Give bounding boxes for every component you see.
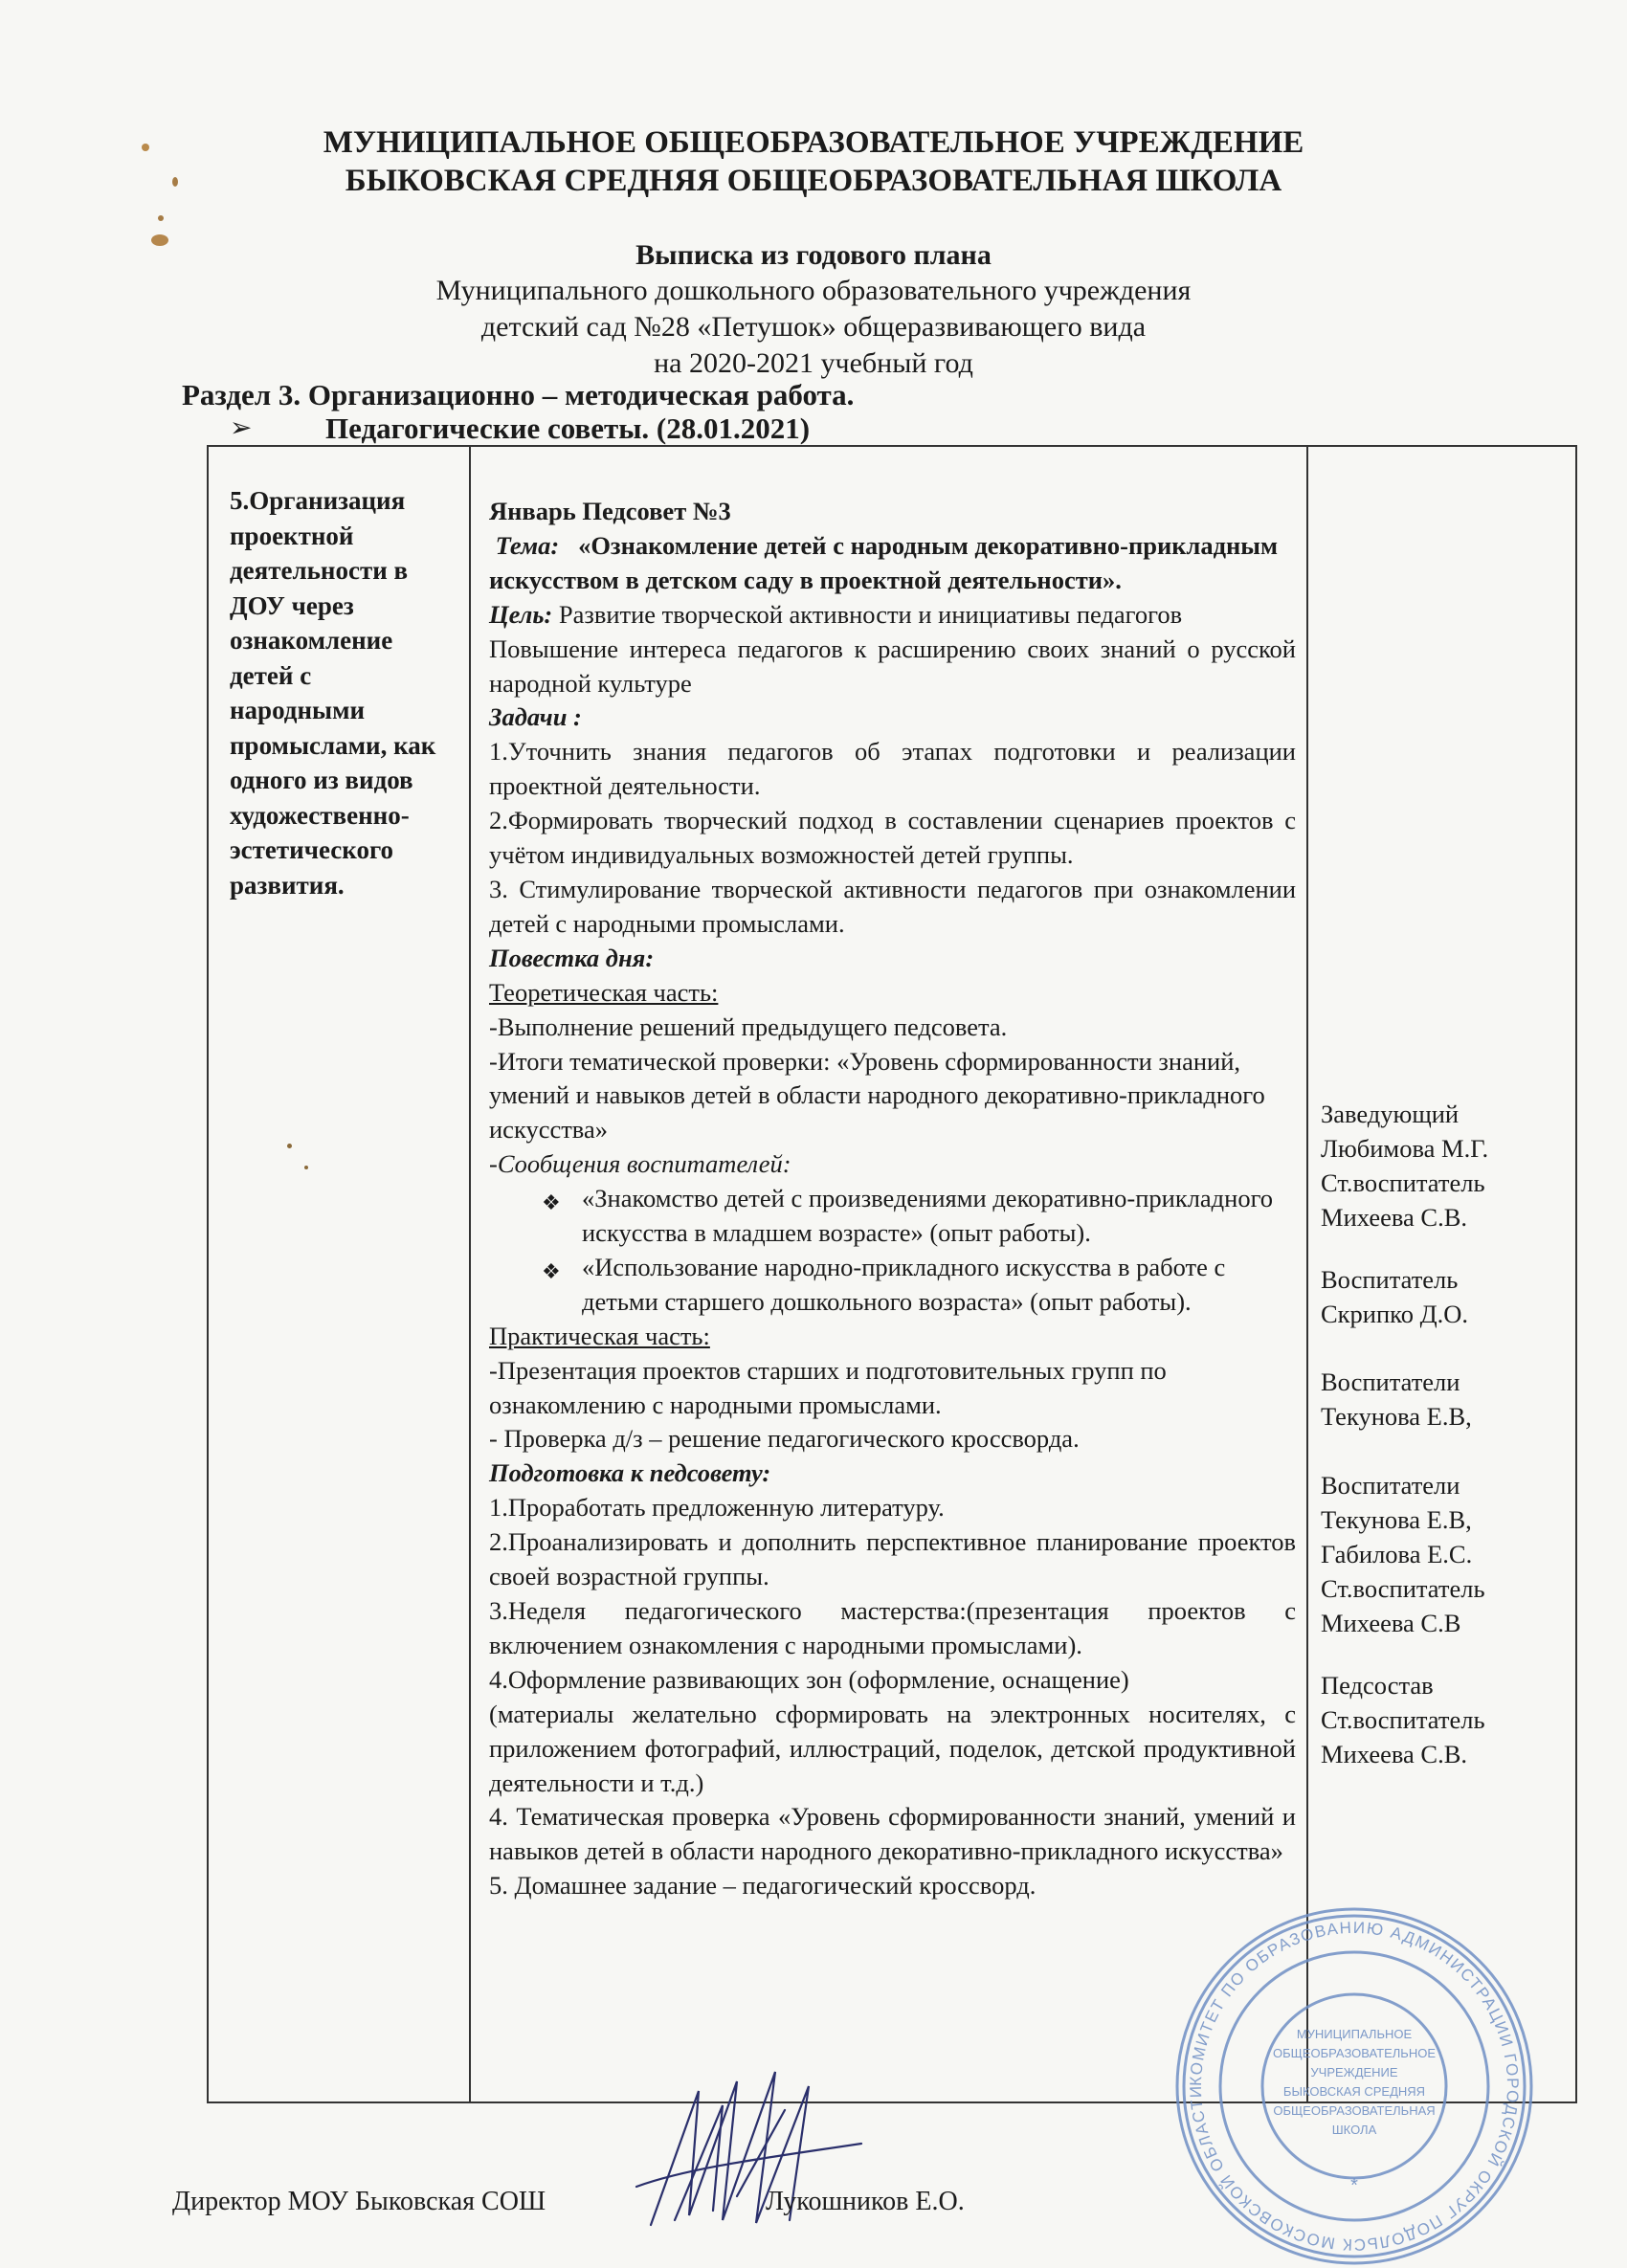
content-cell <box>489 495 1296 1903</box>
responsible-line: Михеева С.В. <box>1321 1739 1468 1768</box>
responsible-line: Текунова Е.В, <box>1321 1401 1472 1431</box>
svg-text:МУНИЦИПАЛЬНОЕ: МУНИЦИПАЛЬНОЕ <box>1296 2027 1413 2041</box>
theme-paragraph <box>489 529 1296 598</box>
topic-line: промыслами, как <box>230 730 436 760</box>
org-line1: Муниципального дошкольного образовательного учреждения <box>435 275 1192 306</box>
message-2: «Использование народно-прикладного искусства в работе с детьми старшего дошкольного возраста» (опыт работы). <box>582 1252 1226 1316</box>
prep-item-5: 4. Тематическая проверка «Уровень сформированности знаний, умений и навыков детей в области народного декоративно-прикладного искусства» <box>489 1802 1296 1866</box>
responsible-line: Педсостав <box>1321 1671 1434 1700</box>
goal-text: Развитие творческой активности и инициативы педагогов <box>558 599 1183 629</box>
list-item <box>542 1182 1296 1251</box>
svg-text:БЫКОВСКАЯ СРЕДНЯЯ: БЫКОВСКАЯ СРЕДНЯЯ <box>1282 2084 1426 2099</box>
messages-list <box>489 1182 1296 1320</box>
list-item <box>542 1251 1296 1320</box>
goal-label: Цель: <box>489 599 553 629</box>
section-subtitle: Педагогические советы. (28.01.2021) <box>325 411 811 445</box>
responsible-line: Ст.воспитатель <box>1321 1573 1485 1603</box>
practice-item-1: -Презентация проектов старших и подготовительных групп по ознакомлению с народными промыслами. <box>489 1355 1167 1419</box>
director-name: Лукошников Е.О. <box>766 2187 965 2216</box>
diamond-bullet-icon: ❖ <box>542 1190 561 1215</box>
responsible-line: Воспитатели <box>1321 1471 1460 1500</box>
stamp-outer-text: КОМИТЕТ ПО ОБРАЗОВАНИЮ АДМИНИСТРАЦИИ ГОРОДСКОЙ ОКРУГ ПОДОЛЬСК МОСКОВСКОЙ ОБЛАСТИ <box>1186 1918 1523 2255</box>
responsible-block <box>1321 1263 1560 1332</box>
director-position: Директор МОУ Быковская СОШ <box>172 2187 546 2216</box>
responsible-line: Ст.воспитатель <box>1321 1167 1485 1197</box>
prep-item-1: 1.Проработать предложенную литературу. <box>489 1493 945 1523</box>
responsible-block <box>1321 1098 1560 1235</box>
extract-title: Выписка из годового плана <box>635 239 992 271</box>
message-1: «Знакомство детей с произведениями декоративно-прикладного искусства в младшем возрасте» (опыт работы). <box>582 1184 1274 1248</box>
topic-line: одного из видов <box>230 766 413 794</box>
topic-line: деятельности в <box>230 556 409 585</box>
practice-item-2: - Проверка д/з – решение педагогического кроссворда. <box>489 1424 1080 1454</box>
table-column-divider <box>469 445 471 2103</box>
section-title: Раздел 3. Организационно – методическая работа. <box>182 378 855 411</box>
task-1: 1.Уточнить знания педагогов об этапах подготовки и реализации проектной деятельности. <box>489 737 1296 801</box>
theory-label: Теоретическая часть: <box>489 977 719 1007</box>
responsible-line: Ст.воспитатель <box>1321 1704 1485 1734</box>
tasks-label: Задачи : <box>489 702 582 732</box>
responsible-block <box>1321 1669 1560 1772</box>
practice-label: Практическая часть: <box>489 1321 710 1350</box>
prep-item-4: 4.Оформление развивающих зон (оформление, оснащение) <box>489 1664 1129 1694</box>
topic-line: народными <box>230 696 366 724</box>
topic-line: ДОУ через <box>230 590 354 620</box>
responsible-line: Михеева С.В. <box>1321 1202 1468 1232</box>
official-stamp <box>1172 1904 1536 2268</box>
messages-label: -Сообщения воспитателей: <box>489 1149 791 1179</box>
svg-text:УЧРЕЖДЕНИЕ: УЧРЕЖДЕНИЕ <box>1310 2065 1398 2079</box>
responsible-line: Габилова Е.С. <box>1321 1539 1473 1568</box>
diamond-bullet-icon: ❖ <box>542 1258 561 1283</box>
responsible-line: Скрипко Д.О. <box>1321 1299 1469 1328</box>
theory-item-2: -Итоги тематической проверки: «Уровень сформированности знаний, умений и навыков детей в области народного декоративно-прикладного искусства» <box>489 1046 1265 1145</box>
prep-item-3: 3.Неделя педагогического мастерства:(презентация проектов с включением ознакомления с народными промыслами). <box>489 1596 1296 1659</box>
topic-line: 5.Организация <box>230 486 406 515</box>
topic-line: эстетического <box>230 835 394 864</box>
table-column-divider <box>1306 445 1308 2103</box>
school-name-line1: МУНИЦИПАЛЬНОЕ ОБЩЕОБРАЗОВАТЕЛЬНОЕ УЧРЕЖДЕНИЕ <box>323 125 1304 160</box>
responsible-line: Михеева С.В <box>1321 1608 1461 1637</box>
responsible-line: Воспитатель <box>1321 1265 1459 1294</box>
prep-item-6: 5. Домашнее задание – педагогический кроссворд. <box>489 1871 1036 1901</box>
svg-text:ШКОЛА: ШКОЛА <box>1331 2123 1377 2137</box>
responsible-block <box>1321 1366 1560 1434</box>
goal-paragraph <box>489 598 1296 633</box>
topic-cell <box>230 483 445 902</box>
svg-text:*: * <box>1350 2175 1358 2196</box>
topic-line: проектной <box>230 521 354 550</box>
svg-text:ОБЩЕОБРАЗОВАТЕЛЬНАЯ: ОБЩЕОБРАЗОВАТЕЛЬНАЯ <box>1273 2103 1436 2118</box>
topic-line: ознакомление <box>230 626 393 655</box>
task-2: 2.Формировать творческий подход в составлении сценариев проектов с учётом индивидуальных возможностей детей группы. <box>489 806 1296 870</box>
svg-text:ОБЩЕОБРАЗОВАТЕЛЬНОЕ: ОБЩЕОБРАЗОВАТЕЛЬНОЕ <box>1272 2046 1437 2060</box>
theme-label: Тема: <box>495 530 560 560</box>
theory-item-1: -Выполнение решений предыдущего педсовета. <box>489 1012 1008 1041</box>
scan-artifact <box>158 215 164 221</box>
arrow-bullet-icon: ➢ <box>230 413 253 443</box>
council-heading: Январь Педсовет №3 <box>489 497 731 525</box>
task-3: 3. Стимулирование творческой активности педагогов при ознакомлении детей с народными промыслами. <box>489 874 1296 938</box>
theme-text: «Ознакомление детей с народным декоративно-прикладным искусством в детском саду в проектной деятельности». <box>489 530 1279 594</box>
responsible-line: Воспитатели <box>1321 1367 1460 1396</box>
prep-label: Подготовка к педсовету: <box>489 1458 771 1488</box>
prep-item-4-note: (материалы желательно сформировать на электронных носителях, с приложением фотографий, иллюстраций, поделок, детской продуктивной деятельности и т.д.) <box>489 1699 1296 1797</box>
responsible-block <box>1321 1469 1560 1641</box>
org-line2: детский сад №28 «Петушок» общеразвивающего вида <box>480 311 1147 343</box>
topic-line: детей с <box>230 660 312 690</box>
responsible-line: Заведующий <box>1321 1100 1460 1128</box>
goal-text-2: Повышение интереса педагогов к расширению своих знаний о русской народной культуре <box>489 634 1296 698</box>
topic-line: развития. <box>230 870 345 900</box>
agenda-label: Повестка дня: <box>489 943 655 972</box>
school-name-line2: БЫКОВСКАЯ СРЕДНЯЯ ОБЩЕОБРАЗОВАТЕЛЬНАЯ ШКОЛА <box>345 164 1282 198</box>
topic-line: художественно- <box>230 800 410 830</box>
responsible-line: Любимова М.Г. <box>1321 1133 1489 1163</box>
prep-item-2: 2.Проанализировать и дополнить перспективное планирование проектов своей возрастной группы. <box>489 1527 1296 1591</box>
responsible-line: Текунова Е.В, <box>1321 1504 1472 1534</box>
academic-year: на 2020-2021 учебный год <box>654 347 973 379</box>
